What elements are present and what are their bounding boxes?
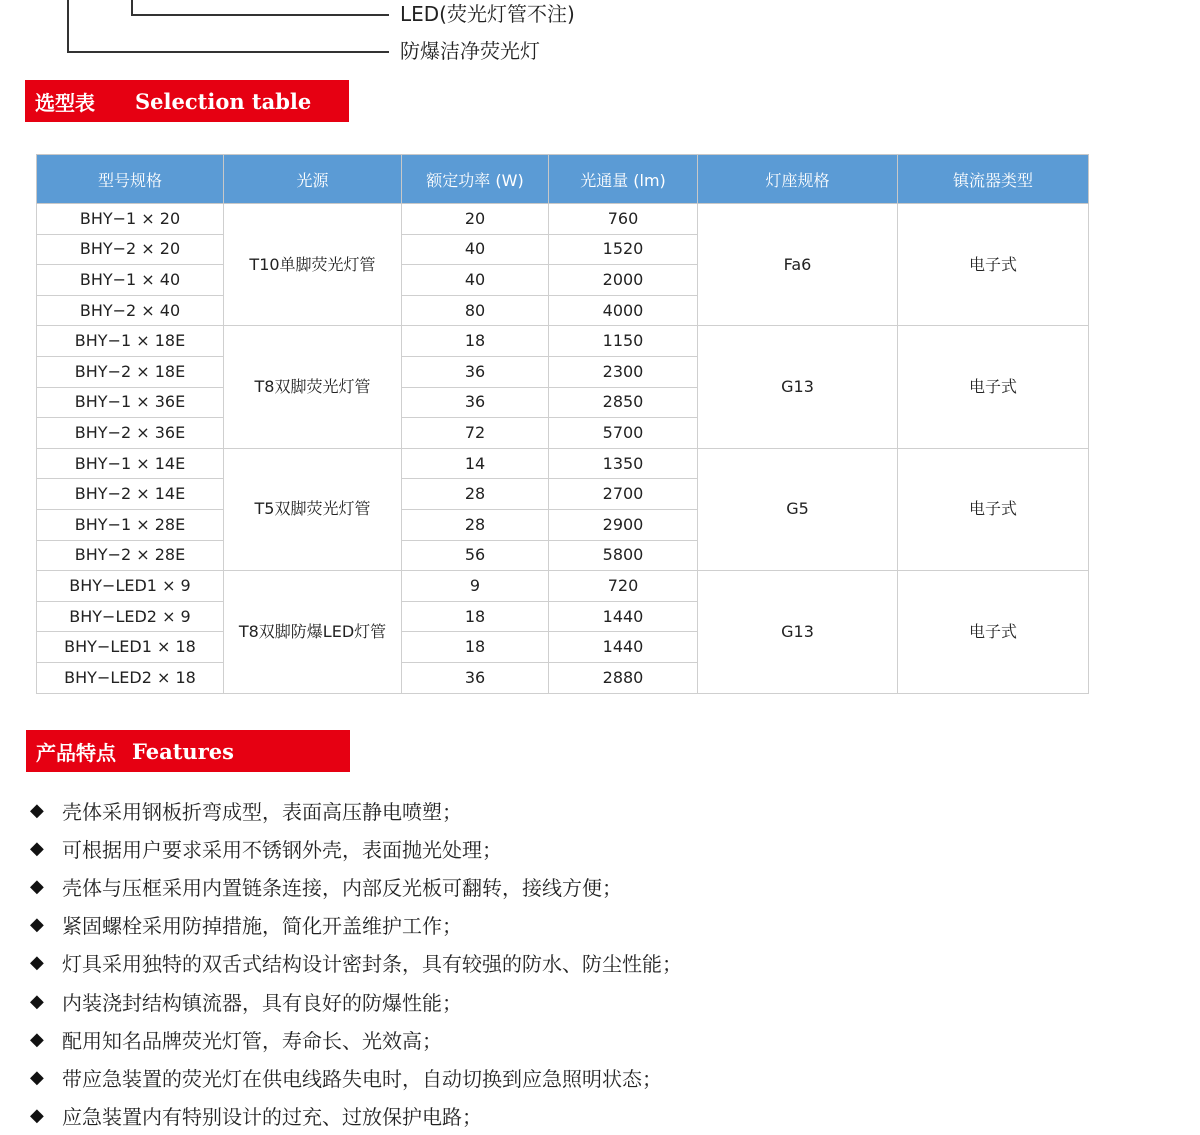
cell-flux: 1350	[549, 448, 698, 479]
cell-power: 56	[402, 540, 549, 571]
cell-base: G13	[698, 326, 898, 448]
table-row	[37, 571, 1089, 602]
table-row	[37, 326, 1089, 357]
cell-power: 18	[402, 632, 549, 663]
cell-flux: 2700	[549, 479, 698, 510]
selection-table	[36, 154, 1089, 694]
diamond-bullet-icon: ◆	[30, 799, 44, 821]
table-header-row	[37, 155, 1089, 204]
features-header-en: Features	[132, 738, 234, 764]
cell-power: 18	[402, 601, 549, 632]
feature-text: 应急装置内有特别设计的过充、过放保护电路；	[62, 1105, 482, 1130]
cell-power: 72	[402, 418, 549, 449]
cell-model: BHY−2 × 18E	[37, 356, 224, 387]
selection-section-header	[25, 80, 349, 122]
cell-model: BHY−LED2 × 18	[37, 662, 224, 693]
cell-power: 28	[402, 479, 549, 510]
cell-model: BHY−2 × 28E	[37, 540, 224, 571]
cell-model: BHY−2 × 36E	[37, 418, 224, 449]
cell-model: BHY−1 × 28E	[37, 509, 224, 540]
selection-header-zh: 选型表	[35, 90, 95, 115]
diamond-bullet-icon: ◆	[30, 1105, 44, 1127]
diamond-bullet-icon: ◆	[30, 1066, 44, 1088]
list-item	[30, 1097, 682, 1135]
cell-flux: 5700	[549, 418, 698, 449]
cell-model: BHY−1 × 40	[37, 265, 224, 296]
features-section-header	[26, 730, 350, 772]
diamond-bullet-icon: ◆	[30, 1028, 44, 1050]
feature-text: 配用知名品牌荧光灯管，寿命长、光效高；	[62, 1028, 442, 1053]
list-item	[30, 982, 682, 1020]
cell-power: 14	[402, 448, 549, 479]
cell-ballast: 电子式	[898, 326, 1089, 448]
cell-base: Fa6	[698, 204, 898, 326]
header-model: 型号规格	[37, 155, 224, 204]
diagram-line	[67, 51, 389, 53]
diagram-line	[131, 0, 133, 15]
feature-text: 壳体与压框采用内置链条连接，内部反光板可翻转，接线方便；	[62, 875, 622, 900]
selection-header-en: Selection table	[135, 88, 312, 114]
cell-model: BHY−LED1 × 18	[37, 632, 224, 663]
header-flux: 光通量 (lm)	[549, 155, 698, 204]
cell-flux: 2850	[549, 387, 698, 418]
diagram-line	[67, 0, 69, 52]
feature-text: 灯具采用独特的双舌式结构设计密封条，具有较强的防水、防尘性能；	[62, 952, 682, 977]
cell-power: 40	[402, 265, 549, 296]
diagram-label-fluorescent: 防爆洁净荧光灯	[400, 39, 540, 63]
cell-model: BHY−2 × 40	[37, 295, 224, 326]
feature-text: 内装浇封结构镇流器，具有良好的防爆性能；	[62, 990, 462, 1015]
cell-flux: 2300	[549, 356, 698, 387]
feature-text: 可根据用户要求采用不锈钢外壳，表面抛光处理；	[62, 837, 502, 862]
cell-base: G5	[698, 448, 898, 570]
cell-source: T10单脚荧光灯管	[224, 204, 402, 326]
feature-text: 紧固螺栓采用防掉措施，简化开盖维护工作；	[62, 914, 462, 939]
diagram-line	[131, 14, 389, 16]
header-source: 光源	[224, 155, 402, 204]
list-item	[30, 829, 682, 867]
cell-flux: 2900	[549, 509, 698, 540]
feature-text: 带应急装置的荧光灯在供电线路失电时，自动切换到应急照明状态；	[62, 1066, 662, 1091]
list-item	[30, 867, 682, 905]
cell-power: 28	[402, 509, 549, 540]
cell-flux: 1440	[549, 632, 698, 663]
feature-text: 壳体采用钢板折弯成型，表面高压静电喷塑；	[62, 799, 462, 824]
cell-model: BHY−2 × 14E	[37, 479, 224, 510]
cell-source: T8双脚荧光灯管	[224, 326, 402, 448]
list-item	[30, 906, 682, 944]
cell-power: 80	[402, 295, 549, 326]
list-item	[30, 1020, 682, 1058]
cell-source: T8双脚防爆LED灯管	[224, 571, 402, 693]
cell-ballast: 电子式	[898, 571, 1089, 693]
cell-model: BHY−1 × 36E	[37, 387, 224, 418]
table-row	[37, 448, 1089, 479]
diamond-bullet-icon: ◆	[30, 837, 44, 859]
features-list	[30, 791, 682, 1135]
cell-power: 9	[402, 571, 549, 602]
cell-flux: 4000	[549, 295, 698, 326]
model-code-diagram	[0, 0, 1200, 70]
cell-model: BHY−2 × 20	[37, 234, 224, 265]
cell-flux: 5800	[549, 540, 698, 571]
list-item	[30, 1058, 682, 1096]
diamond-bullet-icon: ◆	[30, 990, 44, 1012]
cell-ballast: 电子式	[898, 448, 1089, 570]
header-power: 额定功率 (W)	[402, 155, 549, 204]
cell-model: BHY−1 × 14E	[37, 448, 224, 479]
cell-source: T5双脚荧光灯管	[224, 448, 402, 570]
cell-power: 20	[402, 204, 549, 235]
diagram-label-led: LED(荧光灯管不注)	[400, 2, 575, 26]
cell-model: BHY−LED2 × 9	[37, 601, 224, 632]
diamond-bullet-icon: ◆	[30, 914, 44, 936]
cell-flux: 1440	[549, 601, 698, 632]
cell-flux: 720	[549, 571, 698, 602]
cell-power: 40	[402, 234, 549, 265]
cell-power: 36	[402, 356, 549, 387]
cell-model: BHY−LED1 × 9	[37, 571, 224, 602]
features-header-zh: 产品特点	[36, 740, 116, 765]
cell-flux: 760	[549, 204, 698, 235]
cell-ballast: 电子式	[898, 204, 1089, 326]
cell-flux: 1520	[549, 234, 698, 265]
cell-power: 36	[402, 387, 549, 418]
cell-flux: 2880	[549, 662, 698, 693]
cell-base: G13	[698, 571, 898, 693]
diamond-bullet-icon: ◆	[30, 952, 44, 974]
cell-power: 18	[402, 326, 549, 357]
header-ballast: 镇流器类型	[898, 155, 1089, 204]
header-base: 灯座规格	[698, 155, 898, 204]
cell-power: 36	[402, 662, 549, 693]
table-row	[37, 204, 1089, 235]
list-item	[30, 791, 682, 829]
diamond-bullet-icon: ◆	[30, 875, 44, 897]
cell-flux: 2000	[549, 265, 698, 296]
cell-model: BHY−1 × 20	[37, 204, 224, 235]
list-item	[30, 944, 682, 982]
cell-model: BHY−1 × 18E	[37, 326, 224, 357]
cell-flux: 1150	[549, 326, 698, 357]
